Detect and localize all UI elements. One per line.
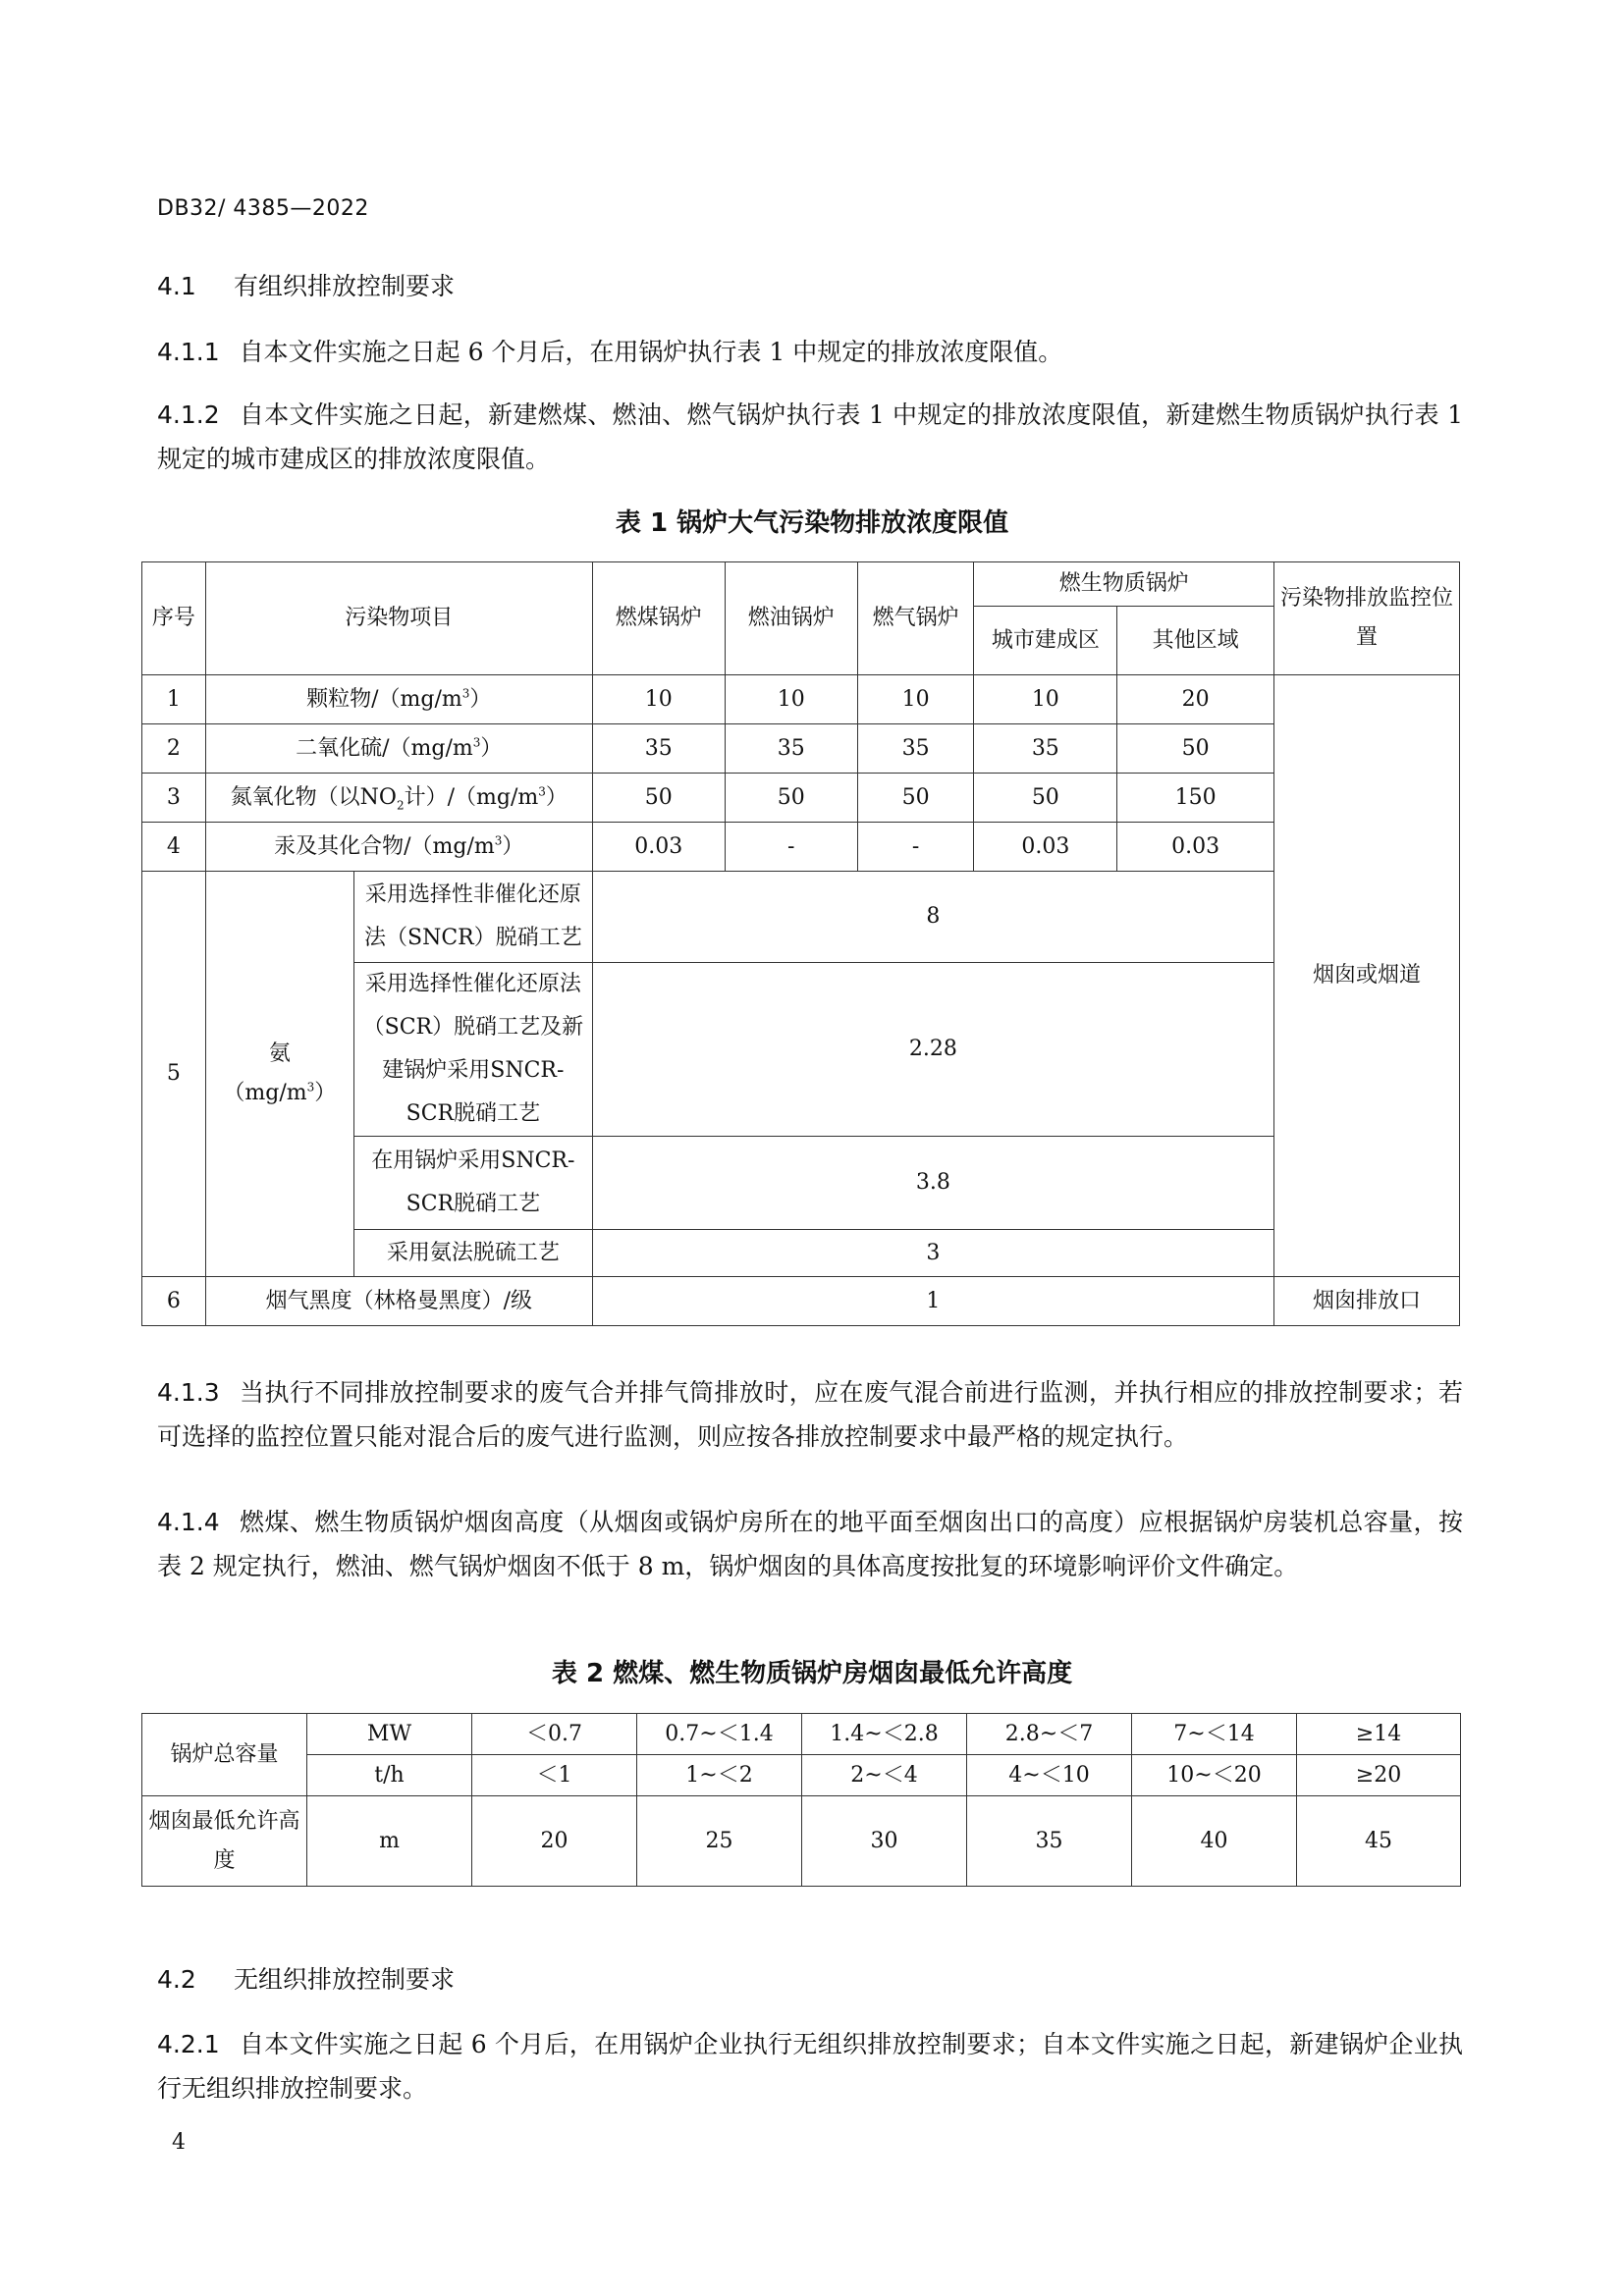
header-biomass-other: 其他区域: [1117, 607, 1274, 675]
row-item: 颗粒物$/(mg/m^3)$: [205, 675, 592, 724]
row-seq: 3: [142, 774, 206, 823]
cell-gas: 50: [857, 774, 974, 823]
cell-mw: ＜0.7: [472, 1714, 637, 1755]
cell-th: ＜1: [472, 1755, 637, 1796]
table-1-caption: 表 1 锅炉大气污染物排放浓度限值: [615, 508, 1009, 538]
cell-mw: 0.7~＜1.4: [637, 1714, 802, 1755]
row-item-ammonia: 氨 $(mg/m^3)$: [205, 872, 353, 1277]
clause-4-1-2: [157, 393, 1463, 481]
row-item-text: 氮氧化物（以NO: [230, 784, 397, 810]
clause-4-1-3: [157, 1370, 1463, 1459]
cell-th: 2~＜4: [802, 1755, 967, 1796]
cell-th: 4~＜10: [967, 1755, 1132, 1796]
cell-oil: 35: [725, 724, 857, 774]
table-row: [142, 675, 1460, 724]
section-heading-4-2: [157, 1960, 455, 1996]
clause-number: 4.1.4: [157, 1508, 220, 1536]
row-item: 烟气黑度（林格曼黑度）/级: [205, 1277, 592, 1326]
header-biomass-city: 城市建成区: [974, 607, 1117, 675]
row-item-text-mid: 计）/（mg/m: [404, 784, 539, 810]
clause-text: 燃煤、燃生物质锅炉烟囱高度（从烟囱或锅炉房所在的地平面至烟囱出口的高度）应根据锅炉房装机总容量，按表 2 规定执行，燃油、燃气锅炉烟囱不低于 8 m，锅炉烟囱的具体高度按批复的环境影响评价文件确定。: [157, 1508, 1463, 1580]
table-row: [142, 1755, 1461, 1796]
capacity-label: 锅炉总容量: [142, 1714, 307, 1796]
table-row: [142, 1714, 1461, 1755]
ammonia-subitem: 采用氨法脱硫工艺: [353, 1230, 592, 1277]
unit-m: m: [307, 1796, 472, 1887]
header-oil: 燃油锅炉: [725, 562, 857, 675]
cell-other: 150: [1117, 774, 1274, 823]
row-seq: 6: [142, 1277, 206, 1326]
cell-th: 1~＜2: [637, 1755, 802, 1796]
cell-city: 50: [974, 774, 1117, 823]
row-item-text-end: ）: [469, 686, 492, 712]
table-row: [142, 774, 1460, 823]
table-row: [142, 1277, 1460, 1326]
header-biomass: 燃生物质锅炉: [974, 562, 1274, 607]
section-heading-4-1: [157, 267, 455, 302]
ammonia-subitem: 采用选择性非催化还原法（SNCR）脱硝工艺: [353, 872, 592, 963]
header-gas: 燃气锅炉: [857, 562, 974, 675]
cell-gas: 10: [857, 675, 974, 724]
row-value: 1: [592, 1277, 1273, 1326]
clause-text: 当执行不同排放控制要求的废气合并排气筒排放时，应在废气混合前进行监测，并执行相应的排放控制要求；若可选择的监控位置只能对混合后的废气进行监测，则应按各排放控制要求中最严格的规定执行。: [157, 1378, 1463, 1451]
cell-gas: -: [857, 823, 974, 872]
clause-text: 自本文件实施之日起 6 个月后，在用锅炉执行表 1 中规定的排放浓度限值。: [239, 338, 1063, 366]
row-item: 汞及其化合物$/(mg/m^3)$: [205, 823, 592, 872]
table-row: [142, 724, 1460, 774]
page-number: 4: [172, 2130, 186, 2155]
emission-limits-table: [141, 561, 1460, 1326]
cell-th: 10~＜20: [1132, 1755, 1297, 1796]
header-coal: 燃煤锅炉: [592, 562, 725, 675]
cell-height: 40: [1132, 1796, 1297, 1887]
clause-4-1-4: [157, 1500, 1463, 1588]
cell-mw: 2.8~＜7: [967, 1714, 1132, 1755]
clause-number: 4.1.1: [157, 338, 220, 366]
clause-number: 4.1.3: [157, 1378, 220, 1407]
cell-gas: 35: [857, 724, 974, 774]
table-row: [142, 872, 1460, 963]
cell-mw: 1.4~＜2.8: [802, 1714, 967, 1755]
row-seq: 5: [142, 872, 206, 1277]
row-seq: 2: [142, 724, 206, 774]
cell-city: 0.03: [974, 823, 1117, 872]
header-item: 污染物项目: [205, 562, 592, 675]
row-seq: 1: [142, 675, 206, 724]
cell-mw: 7~＜14: [1132, 1714, 1297, 1755]
ammonia-unit-end: ）: [314, 1081, 337, 1105]
cell-height: 45: [1297, 1796, 1461, 1887]
row-item-text: 二氧化硫/（mg/m: [296, 735, 473, 761]
ammonia-unit: （mg/m: [223, 1081, 307, 1105]
cell-coal: 50: [592, 774, 725, 823]
row-item-text-end: ）: [502, 833, 524, 859]
cell-height: 20: [472, 1796, 637, 1887]
ammonia-value: 3.8: [592, 1137, 1273, 1230]
cell-other: 50: [1117, 724, 1274, 774]
row-item: 氮氧化物（以$NO_2$计）$/(mg/m^3)$: [205, 774, 592, 823]
cell-coal: 0.03: [592, 823, 725, 872]
ammonia-value: 8: [592, 872, 1273, 963]
stack-height-table: [141, 1713, 1461, 1887]
row-item-text: 汞及其化合物/（mg/m: [274, 833, 495, 859]
table-row: [142, 1796, 1461, 1887]
cell-coal: 35: [592, 724, 725, 774]
section-title: 有组织排放控制要求: [234, 272, 456, 300]
row-item: 二氧化硫$/(mg/m^3)$: [205, 724, 592, 774]
table-row: [142, 823, 1460, 872]
row-item-text-end: ）: [480, 735, 503, 761]
section-title: 无组织排放控制要求: [234, 1965, 456, 1994]
header-monitor-location: 污染物排放监控位置: [1273, 562, 1459, 675]
row-item-text-end: ）: [545, 784, 568, 810]
ammonia-name: 氨: [268, 1041, 291, 1066]
ammonia-subitem: 采用选择性催化还原法（SCR）脱硝工艺及新建锅炉采用SNCR-SCR脱硝工艺: [353, 963, 592, 1137]
row-seq: 4: [142, 823, 206, 872]
section-number: 4.2: [157, 1965, 196, 1994]
clause-number: 4.1.2: [157, 400, 220, 429]
cell-oil: 10: [725, 675, 857, 724]
cell-height: 35: [967, 1796, 1132, 1887]
clause-text: 自本文件实施之日起 6 个月后，在用锅炉企业执行无组织排放控制要求；自本文件实施之日起，新建锅炉企业执行无组织排放控制要求。: [157, 2030, 1463, 2103]
document-id: DB32/ 4385—2022: [157, 196, 369, 221]
section-number: 4.1: [157, 272, 196, 300]
cell-height: 30: [802, 1796, 967, 1887]
monitor-location-stack: 烟囱或烟道: [1273, 675, 1459, 1277]
cell-coal: 10: [592, 675, 725, 724]
unit-th: t/h: [307, 1755, 472, 1796]
ammonia-value: 2.28: [592, 963, 1273, 1137]
cell-city: 35: [974, 724, 1117, 774]
clause-4-1-1: [157, 330, 1463, 374]
row-item-text: 颗粒物/（mg/m: [306, 686, 462, 712]
cell-th: ≥20: [1297, 1755, 1461, 1796]
monitor-location-outlet: 烟囱排放口: [1273, 1277, 1459, 1326]
header-seq: 序号: [142, 562, 206, 675]
cell-height: 25: [637, 1796, 802, 1887]
cell-mw: ≥14: [1297, 1714, 1461, 1755]
ammonia-value: 3: [592, 1230, 1273, 1277]
cell-city: 10: [974, 675, 1117, 724]
cell-other: 0.03: [1117, 823, 1274, 872]
clause-text: 自本文件实施之日起，新建燃煤、燃油、燃气锅炉执行表 1 中规定的排放浓度限值，新建燃生物质锅炉执行表 1 规定的城市建成区的排放浓度限值。: [157, 400, 1463, 473]
unit-mw: MW: [307, 1714, 472, 1755]
height-label: 烟囱最低允许高度: [142, 1796, 307, 1887]
ammonia-subitem: 在用锅炉采用SNCR-SCR脱硝工艺: [353, 1137, 592, 1230]
cell-oil: 50: [725, 774, 857, 823]
table-2-caption: 表 2 燃煤、燃生物质锅炉房烟囱最低允许高度: [551, 1659, 1073, 1688]
cell-oil: -: [725, 823, 857, 872]
clause-4-2-1: [157, 2022, 1463, 2110]
cell-other: 20: [1117, 675, 1274, 724]
clause-number: 4.2.1: [157, 2030, 220, 2058]
